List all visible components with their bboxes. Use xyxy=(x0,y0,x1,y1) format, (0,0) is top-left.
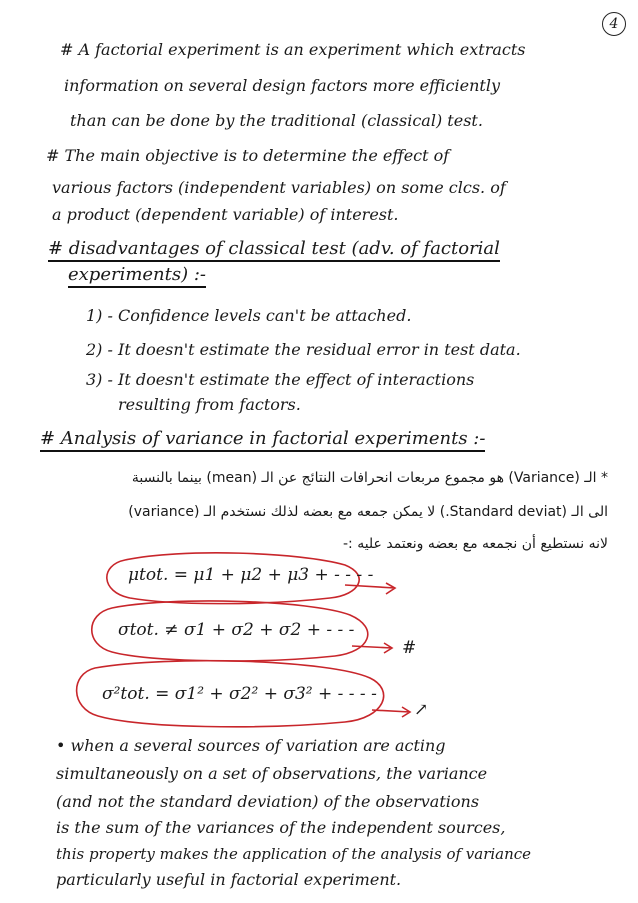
section1-heading-text2: experiments) :- xyxy=(68,264,206,288)
para3-line1: • when a several sources of variation are acting xyxy=(56,736,446,755)
equation-mean-total: μtot. = μ1 + μ2 + μ3 + - - - - xyxy=(128,565,374,585)
list-item-2: 2) - It doesn't estimate the residual error in test data. xyxy=(86,340,521,359)
arabic-line2: الى الـ (Standard deviat.) لا يمكن جمعه مع بعضه لذلك نستخدم الـ (variance) xyxy=(128,504,608,520)
list-item-1: 1) - Confidence levels can't be attached. xyxy=(86,306,412,325)
list-item-3: 3) - It doesn't estimate the effect of interactions xyxy=(86,370,475,389)
para3-line2: simultaneously on a set of observations, the variance xyxy=(56,764,488,783)
arabic-line3: لانه نستطيع أن نجمعه مع بعضه ونعتمد عليه :- xyxy=(342,536,608,552)
equation-sd-mark: # xyxy=(402,638,417,658)
para2-line2: various factors (independent variables) on some clcs. of xyxy=(52,178,506,197)
para2-line1: # The main objective is to determine the effect of xyxy=(46,146,450,165)
para1-line3: than can be done by the traditional (classical) test. xyxy=(70,111,483,130)
arabic-line1: * الـ (Variance) هو مجموع مربعات انحرافات النتائج عن الـ (mean) بينما بالنسبة xyxy=(131,470,608,486)
para3-line6: particularly useful in factorial experiment. xyxy=(56,870,402,889)
section1-heading-text1: # disadvantages of classical test (adv. of factorial xyxy=(48,238,500,262)
para2-line3: a product (dependent variable) of interest. xyxy=(52,205,399,224)
para3-line5: this property makes the application of the analysis of variance xyxy=(56,845,532,863)
equation-sd-total: σtot. ≠ σ1 + σ2 + σ2 + - - - xyxy=(118,620,355,640)
equation-variance-total: σ²tot. = σ1² + σ2² + σ3² + - - - - xyxy=(102,684,377,704)
page-number: 4 xyxy=(602,12,626,36)
para3-line3: (and not the standard deviation) of the observations xyxy=(56,792,480,811)
para3-line4: is the sum of the variances of the independent sources, xyxy=(56,818,506,837)
equation-variance-mark: ↗ xyxy=(414,700,429,720)
list-item-3-cont: resulting from factors. xyxy=(118,395,301,414)
section2-heading-text: # Analysis of variance in factorial experiments :- xyxy=(40,428,485,452)
para1-line2: information on several design factors more efficiently xyxy=(64,76,500,95)
para1-line1: # A factorial experiment is an experiment which extracts xyxy=(60,40,526,59)
